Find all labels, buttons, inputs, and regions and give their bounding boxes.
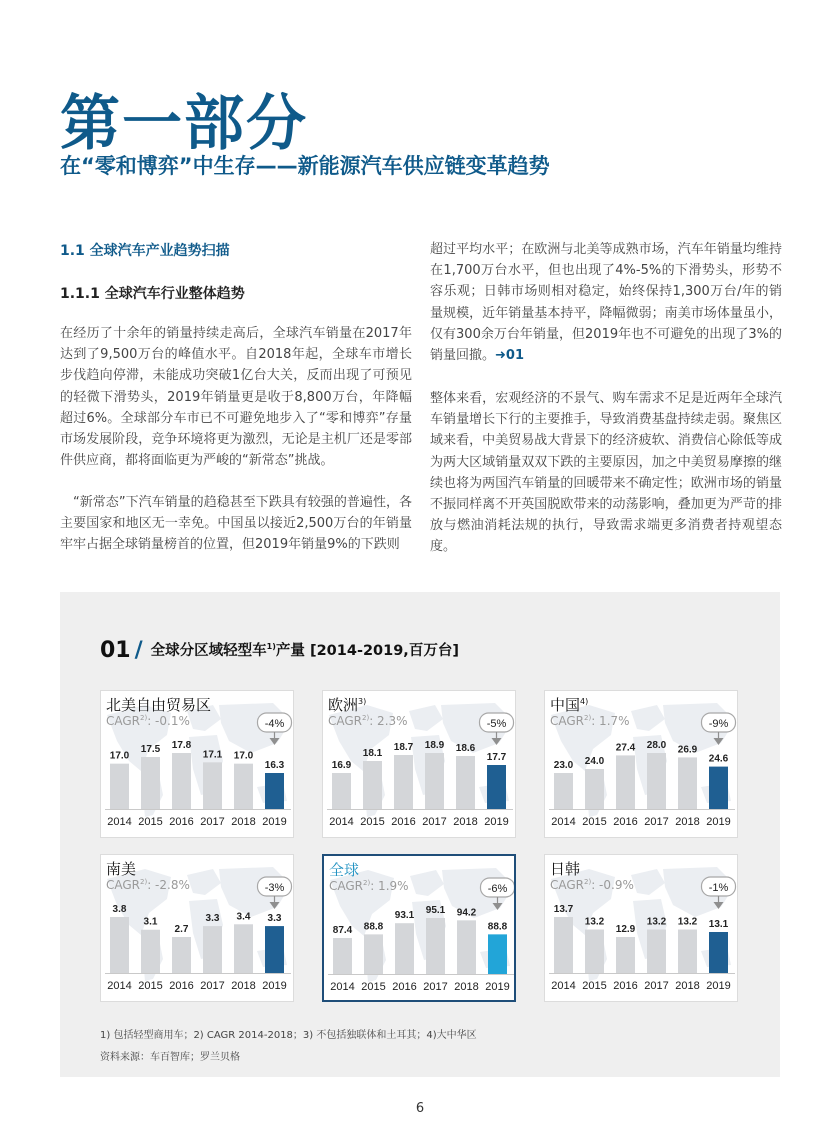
cagr-label: [328, 714, 408, 728]
bar: [203, 762, 222, 809]
figure-number: 01: [100, 638, 131, 663]
x-tick-label: 2019: [706, 816, 731, 828]
bar: [647, 930, 666, 974]
region-name-text: 全球: [329, 861, 360, 879]
bar-value-label: 27.4: [615, 742, 636, 754]
bar: [457, 920, 476, 974]
figure-panel: [60, 592, 780, 1077]
region-name: [106, 694, 211, 715]
bar-value-label: 17.8: [171, 740, 192, 751]
bar: [203, 926, 222, 973]
bar: [709, 932, 728, 973]
x-tick-label: 2018: [675, 816, 700, 828]
x-tick-label: 2017: [644, 980, 669, 992]
x-tick-label: 2015: [138, 980, 163, 992]
region-name: [106, 858, 136, 879]
bar: [141, 757, 160, 809]
bar: [488, 934, 507, 974]
bar: [487, 765, 506, 809]
bar: [585, 930, 604, 974]
x-tick-label: 2014: [107, 980, 132, 992]
x-tick-label: 2016: [613, 816, 638, 828]
cagr-footnote-mark: 2): [362, 714, 370, 722]
bar-value-label: 17.7: [486, 752, 507, 763]
cagr-label: [106, 714, 190, 728]
cagr-value: : 1.9%: [370, 879, 409, 893]
bar-value-label: 24.0: [584, 756, 605, 767]
cagr-prefix: CAGR: [329, 879, 364, 893]
chart-card: [100, 690, 294, 838]
bar-value-label: 17.5: [140, 744, 161, 755]
bar: [426, 918, 445, 974]
paragraph-2: “新常态”下汽车销量的趋稳甚至下跌具有较强的普遍性，各主要国家和地区无一幸免。中国虽以接近2,500万台的年销量牢牢占据全球销量榜首的位置，但2019年销量9%的下跌则: [60, 495, 412, 553]
x-tick-label: 2016: [391, 816, 416, 828]
region-name: [329, 859, 359, 880]
bar-value-label: 18.7: [393, 742, 414, 753]
bar-value-label: 17.0: [109, 750, 130, 762]
bar-value-label: 16.9: [331, 760, 352, 771]
change-label: -4%: [264, 718, 285, 730]
bar-value-label: 13.1: [708, 919, 729, 930]
cagr-label: [550, 878, 634, 892]
bar-value-label: 18.9: [424, 740, 445, 751]
bar: [333, 938, 352, 974]
bar-value-label: 3.8: [112, 904, 127, 915]
change-label: -3%: [264, 882, 285, 894]
bar-value-label: 26.9: [677, 744, 698, 756]
bar-value-label: 13.7: [553, 904, 574, 915]
bar: [709, 767, 728, 809]
x-tick-label: 2018: [453, 816, 478, 828]
bar-value-label: 3.4: [236, 911, 251, 923]
bar-value-label: 95.1: [425, 905, 446, 916]
chart-card: [544, 690, 738, 838]
bar: [395, 923, 414, 974]
bar-value-label: 3.3: [267, 913, 282, 925]
x-tick-label: 2018: [454, 981, 479, 993]
bar: [394, 755, 413, 809]
chart-card: [322, 690, 516, 838]
region-footnote-mark: 4): [580, 697, 589, 706]
x-tick-label: 2017: [422, 816, 447, 828]
x-tick-label: 2019: [262, 980, 287, 992]
region-name-text: 南美: [106, 860, 137, 878]
x-tick-label: 2016: [613, 980, 638, 992]
figure-title-footnote-mark: 1): [266, 642, 276, 652]
x-tick-label: 2015: [582, 980, 607, 992]
paragraph-4: 整体来看，宏观经济的不景气、购车需求不足是近两年全球汽车销量增长下行的主要推手，导致消费基盘持续走弱。聚焦区域来看，中美贸易战大背景下的经济疲软、消费信心除低等成为两大区域销量双双下跌的主要原因，加之中美贸易摩擦的继续也将为两国汽车销量的回暖带来不确定性；欧洲市场的销量不振同样离不开英国脱欧带来的动荡影响，叠加更为严苛的排放与燃油消耗法规的执行，导致需求端更多消费者持观望态度。: [430, 391, 782, 555]
bar: [554, 917, 573, 973]
cagr-value: : 1.7%: [591, 714, 630, 728]
x-tick-label: 2014: [329, 816, 354, 828]
paragraph-3: [430, 239, 782, 366]
bar: [234, 764, 253, 809]
x-tick-label: 2019: [484, 816, 509, 828]
x-tick-label: 2014: [330, 981, 355, 993]
region-name: [328, 694, 366, 715]
x-tick-label: 2017: [200, 816, 225, 828]
bar-value-label: 88.8: [487, 921, 508, 933]
region-name: [550, 858, 580, 879]
bar-value-label: 13.2: [646, 916, 667, 928]
figure-reference-link[interactable]: ➜01: [495, 348, 524, 364]
region-name-text: 欧洲: [328, 696, 359, 714]
chart-card: [100, 854, 294, 1002]
cagr-value: : 2.3%: [369, 714, 408, 728]
bar: [172, 753, 191, 809]
cagr-footnote-mark: 2): [584, 714, 592, 722]
cagr-footnote-mark: 2): [140, 878, 148, 886]
cagr-label: [329, 879, 409, 893]
region-footnote-mark: 3): [358, 697, 367, 706]
bar: [363, 761, 382, 809]
x-tick-label: 2016: [169, 816, 194, 828]
bar: [172, 937, 191, 973]
x-tick-label: 2015: [361, 981, 386, 993]
bar-value-label: 24.6: [708, 753, 729, 765]
change-label: -9%: [708, 718, 729, 730]
bar-value-label: 18.1: [362, 748, 383, 759]
x-tick-label: 2018: [231, 816, 256, 828]
bar-value-label: 3.1: [143, 916, 158, 928]
x-tick-label: 2015: [360, 816, 385, 828]
x-tick-label: 2018: [231, 980, 256, 992]
cagr-footnote-mark: 2): [363, 879, 371, 887]
bar-value-label: 23.0: [553, 760, 574, 771]
figure-title-text: 全球分区域轻型车: [150, 643, 267, 659]
paragraph-3-text: 超过平均水平；在欧洲与北美等成熟市场，汽车年销量均维持在1,700万台水平，但也出现了4%-5%的下滑势头，形势不容乐观；日韩市场则相对稳定，始终保持1,300万台/年的销量规模，近年销量基本持平，降幅微弱；南美市场体量虽小，仅有300余万台年销量，但2019年也不可避免的出现了3%的销量回撤。: [430, 242, 782, 364]
bar-value-label: 17.0: [233, 750, 254, 762]
change-label: -5%: [486, 718, 507, 730]
region-name-text: 日韩: [550, 860, 581, 878]
bar: [265, 926, 284, 973]
cagr-value: : -0.1%: [147, 714, 190, 728]
bar: [678, 930, 697, 974]
figure-source: 资料来源：车百智库；罗兰贝格: [100, 1052, 240, 1063]
x-tick-label: 2014: [551, 980, 576, 992]
section-heading: 1.1 全球汽车产业趋势扫描: [60, 243, 230, 259]
bar: [456, 756, 475, 809]
x-tick-label: 2014: [551, 816, 576, 828]
bar: [616, 937, 635, 973]
cagr-value: : -0.9%: [591, 878, 634, 892]
region-name: [550, 694, 588, 715]
x-tick-label: 2019: [262, 816, 287, 828]
bar: [265, 773, 284, 809]
cagr-footnote-mark: 2): [584, 878, 592, 886]
bar-value-label: 13.2: [677, 916, 698, 928]
part-title: 第一部分: [60, 89, 308, 159]
x-tick-label: 2016: [392, 981, 417, 993]
x-tick-label: 2019: [485, 981, 510, 993]
region-name-text: 中国: [550, 696, 581, 714]
cagr-prefix: CAGR: [550, 878, 585, 892]
subsection-heading: 1.1.1 全球汽车行业整体趋势: [60, 286, 245, 302]
x-tick-label: 2017: [200, 980, 225, 992]
bar-value-label: 94.2: [456, 907, 477, 919]
chart-card: [544, 854, 738, 1002]
cagr-prefix: CAGR: [106, 878, 141, 892]
bar-value-label: 88.8: [363, 921, 384, 933]
page-number: 6: [415, 1101, 425, 1116]
figure-footnote: 1) 包括轻型商用车；2) CAGR 2014-2018；3) 不包括独联体和土耳其；4)大中华区: [100, 1030, 477, 1041]
cagr-label: [106, 878, 190, 892]
cagr-prefix: CAGR: [550, 714, 585, 728]
bar-value-label: 28.0: [646, 740, 667, 751]
bar-value-label: 13.2: [584, 916, 605, 928]
cagr-prefix: CAGR: [106, 714, 141, 728]
figure-title-tail: 产量 [2014-2019,百万台]: [275, 643, 459, 659]
cagr-value: : -2.8%: [147, 878, 190, 892]
bar-value-label: 16.3: [264, 760, 285, 771]
bar-value-label: 18.6: [455, 743, 476, 754]
bar-value-label: 3.3: [205, 913, 220, 925]
bar: [234, 924, 253, 973]
x-tick-label: 2014: [107, 816, 132, 828]
bar-value-label: 2.7: [174, 924, 189, 935]
bar-value-label: 87.4: [332, 925, 353, 936]
cagr-label: [550, 714, 630, 728]
figure-slash: /: [134, 638, 143, 663]
bar: [141, 930, 160, 973]
bar: [616, 755, 635, 809]
change-label: -6%: [487, 883, 508, 895]
bar: [110, 764, 129, 809]
bar: [647, 753, 666, 809]
paragraph-1: 在经历了十余年的销量持续走高后，全球汽车销量在2017年达到了9,500万台的峰值水平。自2018年起，全球车市增长步伐趋向停滞，未能成功突破1亿台大关，反而出现了可预见的轻微下滑势头，2019年销量更是收于8,800万台，年降幅超过6%。全球部分车市已不可避免地步入了“零和博弈”存量市场发展阶段，竞争环境将更为激烈，无论是主机厂还是零部件供应商，都将面临更为严峻的“新常态”挑战。: [60, 326, 412, 469]
change-label: -1%: [708, 882, 729, 894]
subtitle: 在“零和博弈”中生存——新能源汽车供应链变革趋势: [60, 154, 550, 178]
figure-title: [100, 638, 459, 663]
x-tick-label: 2019: [706, 980, 731, 992]
bar-value-label: 12.9: [615, 924, 636, 935]
x-tick-label: 2018: [675, 980, 700, 992]
chart-card: [322, 854, 516, 1002]
bar: [425, 753, 444, 809]
bar: [364, 934, 383, 974]
region-name-text: 北美自由贸易区: [106, 696, 212, 714]
bar-value-label: 17.1: [202, 749, 223, 761]
bar: [110, 917, 129, 973]
bar: [332, 773, 351, 809]
x-tick-label: 2017: [644, 816, 669, 828]
x-tick-label: 2016: [169, 980, 194, 992]
bar: [554, 773, 573, 809]
x-tick-label: 2015: [582, 816, 607, 828]
x-tick-label: 2017: [423, 981, 448, 993]
x-tick-label: 2015: [138, 816, 163, 828]
cagr-prefix: CAGR: [328, 714, 363, 728]
bar-value-label: 93.1: [394, 910, 415, 922]
bar: [585, 769, 604, 809]
bar: [678, 757, 697, 809]
cagr-footnote-mark: 2): [140, 714, 148, 722]
